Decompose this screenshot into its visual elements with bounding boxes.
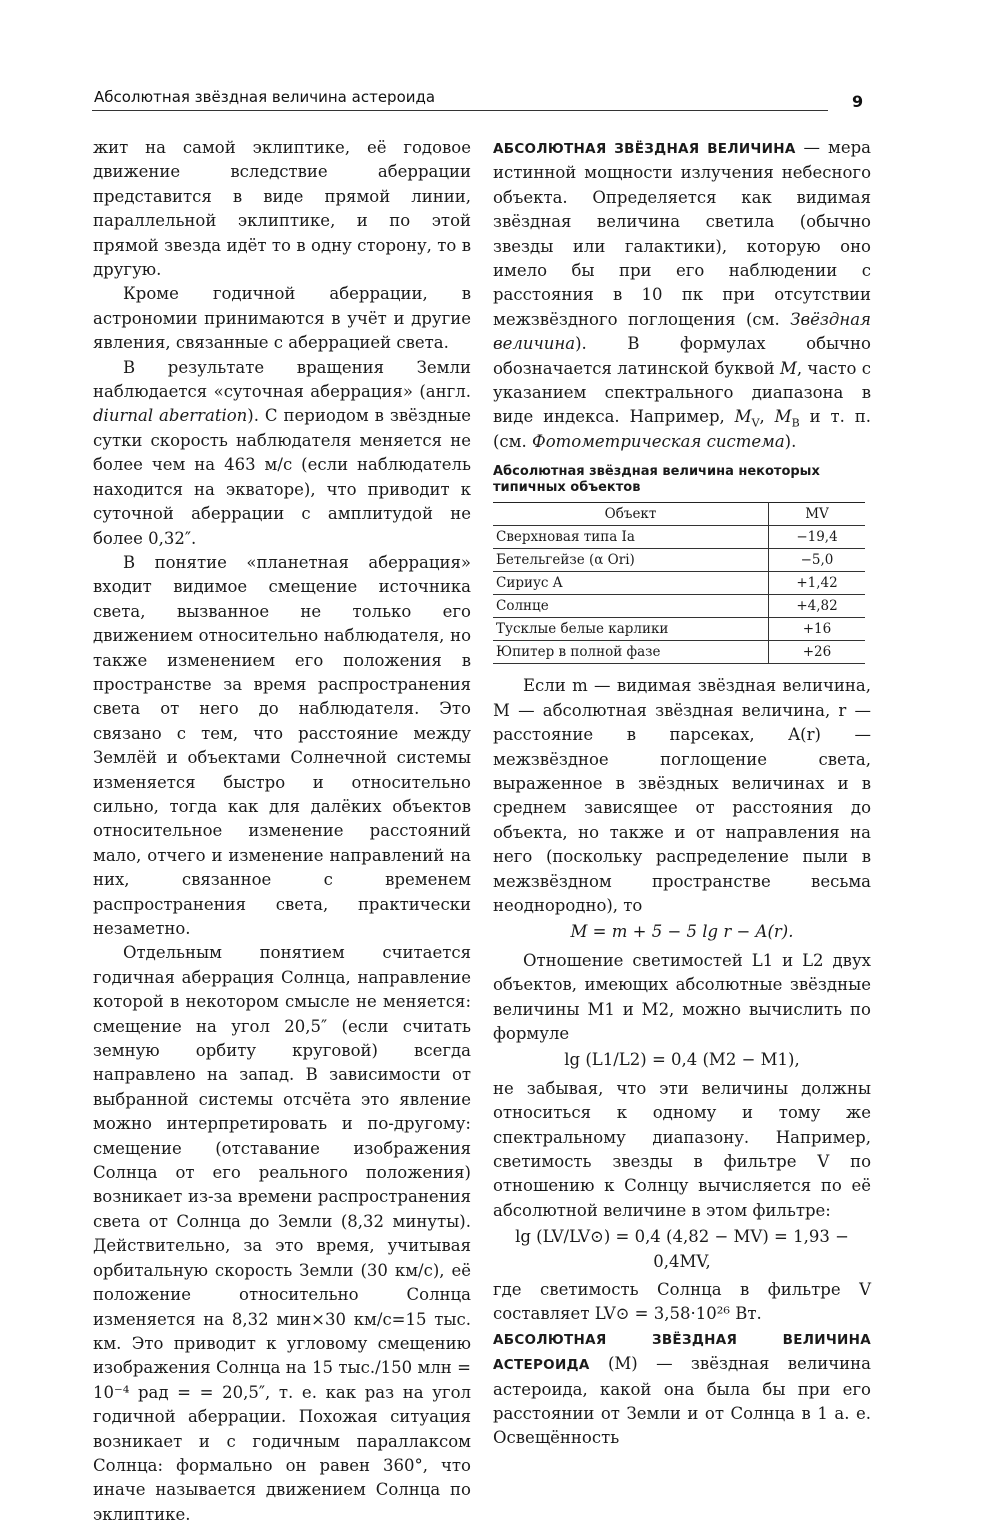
formula-luminosity-ratio: lg (L1/L2) = 0,4 (M2 − M1), xyxy=(564,1050,800,1070)
right-paragraph-5: где светимость Солнца в фильтре V составляет LV⊙ = 3,58·10²⁶ Вт. xyxy=(493,1280,871,1324)
magnitude-cell: +26 xyxy=(769,641,866,664)
table-row xyxy=(493,641,865,664)
cross-reference: Звёздная величина xyxy=(493,309,871,354)
symbol: M xyxy=(734,407,752,427)
text-run: , xyxy=(759,407,775,427)
page-number: 9 xyxy=(852,92,864,111)
left-paragraph-4: В понятие «планетная аберрация» входит видимое смещение источника света, вызванное не только его движением относительно наблюдателя, но также изменением его положения в пространстве за время распространения света от него до наблюдателя. Это связано с тем, что расстояние между Землёй и объектами Солнечной системы изменяется быстро и относительно сильно, тогда как для далёких объектов относительное изменение расстояний мало, отчего и изменение направлений на них, связанное с временем распространения света, практически незаметно. xyxy=(93,552,471,938)
text-run: В результате вращения Земли наблюдается «суточная аберрация» (англ. xyxy=(93,357,471,402)
object-name-cell: Сверхновая типа Ia xyxy=(493,526,769,549)
right-paragraph-4: не забывая, что эти величины должны относиться к одному и тому же спектральному диапазону. Например, светимость звезды в фильтре V по отношению к Солнцу вычисляется по её абсолютной величине в этом фильтре: xyxy=(493,1078,871,1220)
left-paragraph-1: жит на самой эклиптике, её годовое движение вследствие аберрации представится в виде прямой линии, параллельной эклиптике, и по этой прямой звезда идёт то в одну сторону, то в другую. xyxy=(93,138,471,280)
magnitude-cell: +1,42 xyxy=(769,572,866,595)
left-paragraph-2: Кроме годичной аберрации, в астрономии принимаются в учёт и другие явления, связанные с аберрацией света. xyxy=(93,284,471,353)
right-paragraph-2: Если m — видимая звёздная величина, M — абсолютная звёздная величина, r — расстояние в парсеках, A(r) — межзвёздное поглощение света, выраженное в звёздных величинах и в среднем зависящее от расстояния до объекта, но также и от направления на него (поскольку распределение пыли в межзвёздном пространстве весьма неоднородно), то xyxy=(493,676,871,915)
cross-reference: Фотометрическая система xyxy=(532,431,785,451)
table-header-row xyxy=(493,503,865,526)
object-name-cell: Бетельгейзе (α Ori) xyxy=(493,549,769,572)
right-paragraph-3: Отношение светимостей L1 и L2 двух объектов, имеющих абсолютные звёздные величины M1 и M2, можно вычислить по формуле xyxy=(493,950,871,1043)
magnitude-cell: −19,4 xyxy=(769,526,866,549)
table-row xyxy=(493,572,865,595)
subscript: V xyxy=(751,416,760,430)
object-name-cell: Солнце xyxy=(493,595,769,618)
text-run: — мера истинной мощности излучения небесного объекта. Определяется как видимая звёздная величина светила (обычно звезды или галактики), которую оно имело бы при его наблюдении с расстояния в 10 пк при отсутствии межзвёздного поглощения (см. xyxy=(493,138,871,329)
left-column xyxy=(93,136,471,1527)
column-header-object: Объект xyxy=(493,503,769,526)
table-row xyxy=(493,595,865,618)
entry-asteroid-magnitude xyxy=(493,1327,871,1451)
text-run: ). В формулах обычно обозначается латинской буквой xyxy=(493,334,871,378)
text-run: , часто с указанием спектрального диапазона в виде индекса. Например, xyxy=(493,358,872,427)
table-row xyxy=(493,618,865,641)
english-term: diurnal aberration xyxy=(93,406,248,426)
text-run: и т. п. (см. xyxy=(493,407,871,451)
object-name-cell: Тусклые белые карлики xyxy=(493,618,769,641)
table-row xyxy=(493,526,865,549)
text-run: (M) — звёздная величина астероида, какой она была бы при его расстоянии от Земли и от Солнца в 1 а. е. Освещённость xyxy=(493,1354,871,1448)
running-title: Абсолютная звёздная величина астероида xyxy=(94,88,436,106)
symbol: M xyxy=(779,358,797,378)
entry-term: АБСОЛЮТНАЯ ЗВЁЗДНАЯ ВЕЛИЧИНА xyxy=(493,141,796,157)
magnitude-table xyxy=(493,502,865,664)
object-name-cell: Сириус A xyxy=(493,572,769,595)
table-row xyxy=(493,549,865,572)
subscript: B xyxy=(791,416,800,430)
entry-absolute-magnitude xyxy=(493,136,871,454)
right-column xyxy=(493,136,871,1451)
text-run: ). xyxy=(784,431,797,451)
object-name-cell: Юпитер в полной фазе xyxy=(493,641,769,664)
text-run: ). С периодом в звёздные сутки скорость наблюдателя меняется не более чем на 463 м/с (если наблюдатель находится на экваторе), что приводит к суточной аберрации с амплитудой не более 0,32″. xyxy=(93,406,471,548)
entry-term: АБСОЛЮТНАЯ ЗВЁЗДНАЯ ВЕЛИЧИНА АСТЕРОИДА xyxy=(493,1331,871,1374)
magnitude-cell: −5,0 xyxy=(769,549,866,572)
magnitude-cell: +16 xyxy=(769,618,866,641)
column-header-mv: MV xyxy=(769,503,866,526)
formula-distance-modulus: M = m + 5 − 5 lg r − A(r). xyxy=(570,922,794,942)
symbol: M xyxy=(774,407,792,427)
left-paragraph-3 xyxy=(93,356,471,551)
formula-solar-luminosity: lg (LV/LV⊙) = 0,4 (4,82 − MV) = 1,93 − 0,4MV, xyxy=(515,1227,849,1271)
left-paragraph-5: Отдельным понятием считается годичная аберрация Солнца, направление которой в некотором смысле не меняется: смещение на угол 20,5″ (если считать земную орбиту круговой) всегда направлено на запад. В зависимости от выбранной системы отсчёта это явление можно интерпретировать и по-другому: смещение (отставание изображения Солнца от его реального положения) возникает из-за времени распространения света от Солнца до Земли (8,32 минуты). Действительно, за это время, учитывая орбитальную скорость Земли (30 км/с), её положение относительно Солнца изменяется на 8,32 мин×30 км/с=15 тыс. км. Это приводит к угловому смещению изображения Солнца на 15 тыс./150 млн = 10⁻⁴ рад = = 20,5″, т. е. как раз на угол годичной аберрации. Похожая ситуация возникает и с годичным параллаксом Солнца: формально он равен 360°, что иначе называется движением Солнца по эклиптике. xyxy=(93,943,471,1524)
running-header xyxy=(92,88,828,111)
magnitude-cell: +4,82 xyxy=(769,595,866,618)
table-title: Абсолютная звёздная величина некоторых типичных объектов xyxy=(493,464,820,496)
